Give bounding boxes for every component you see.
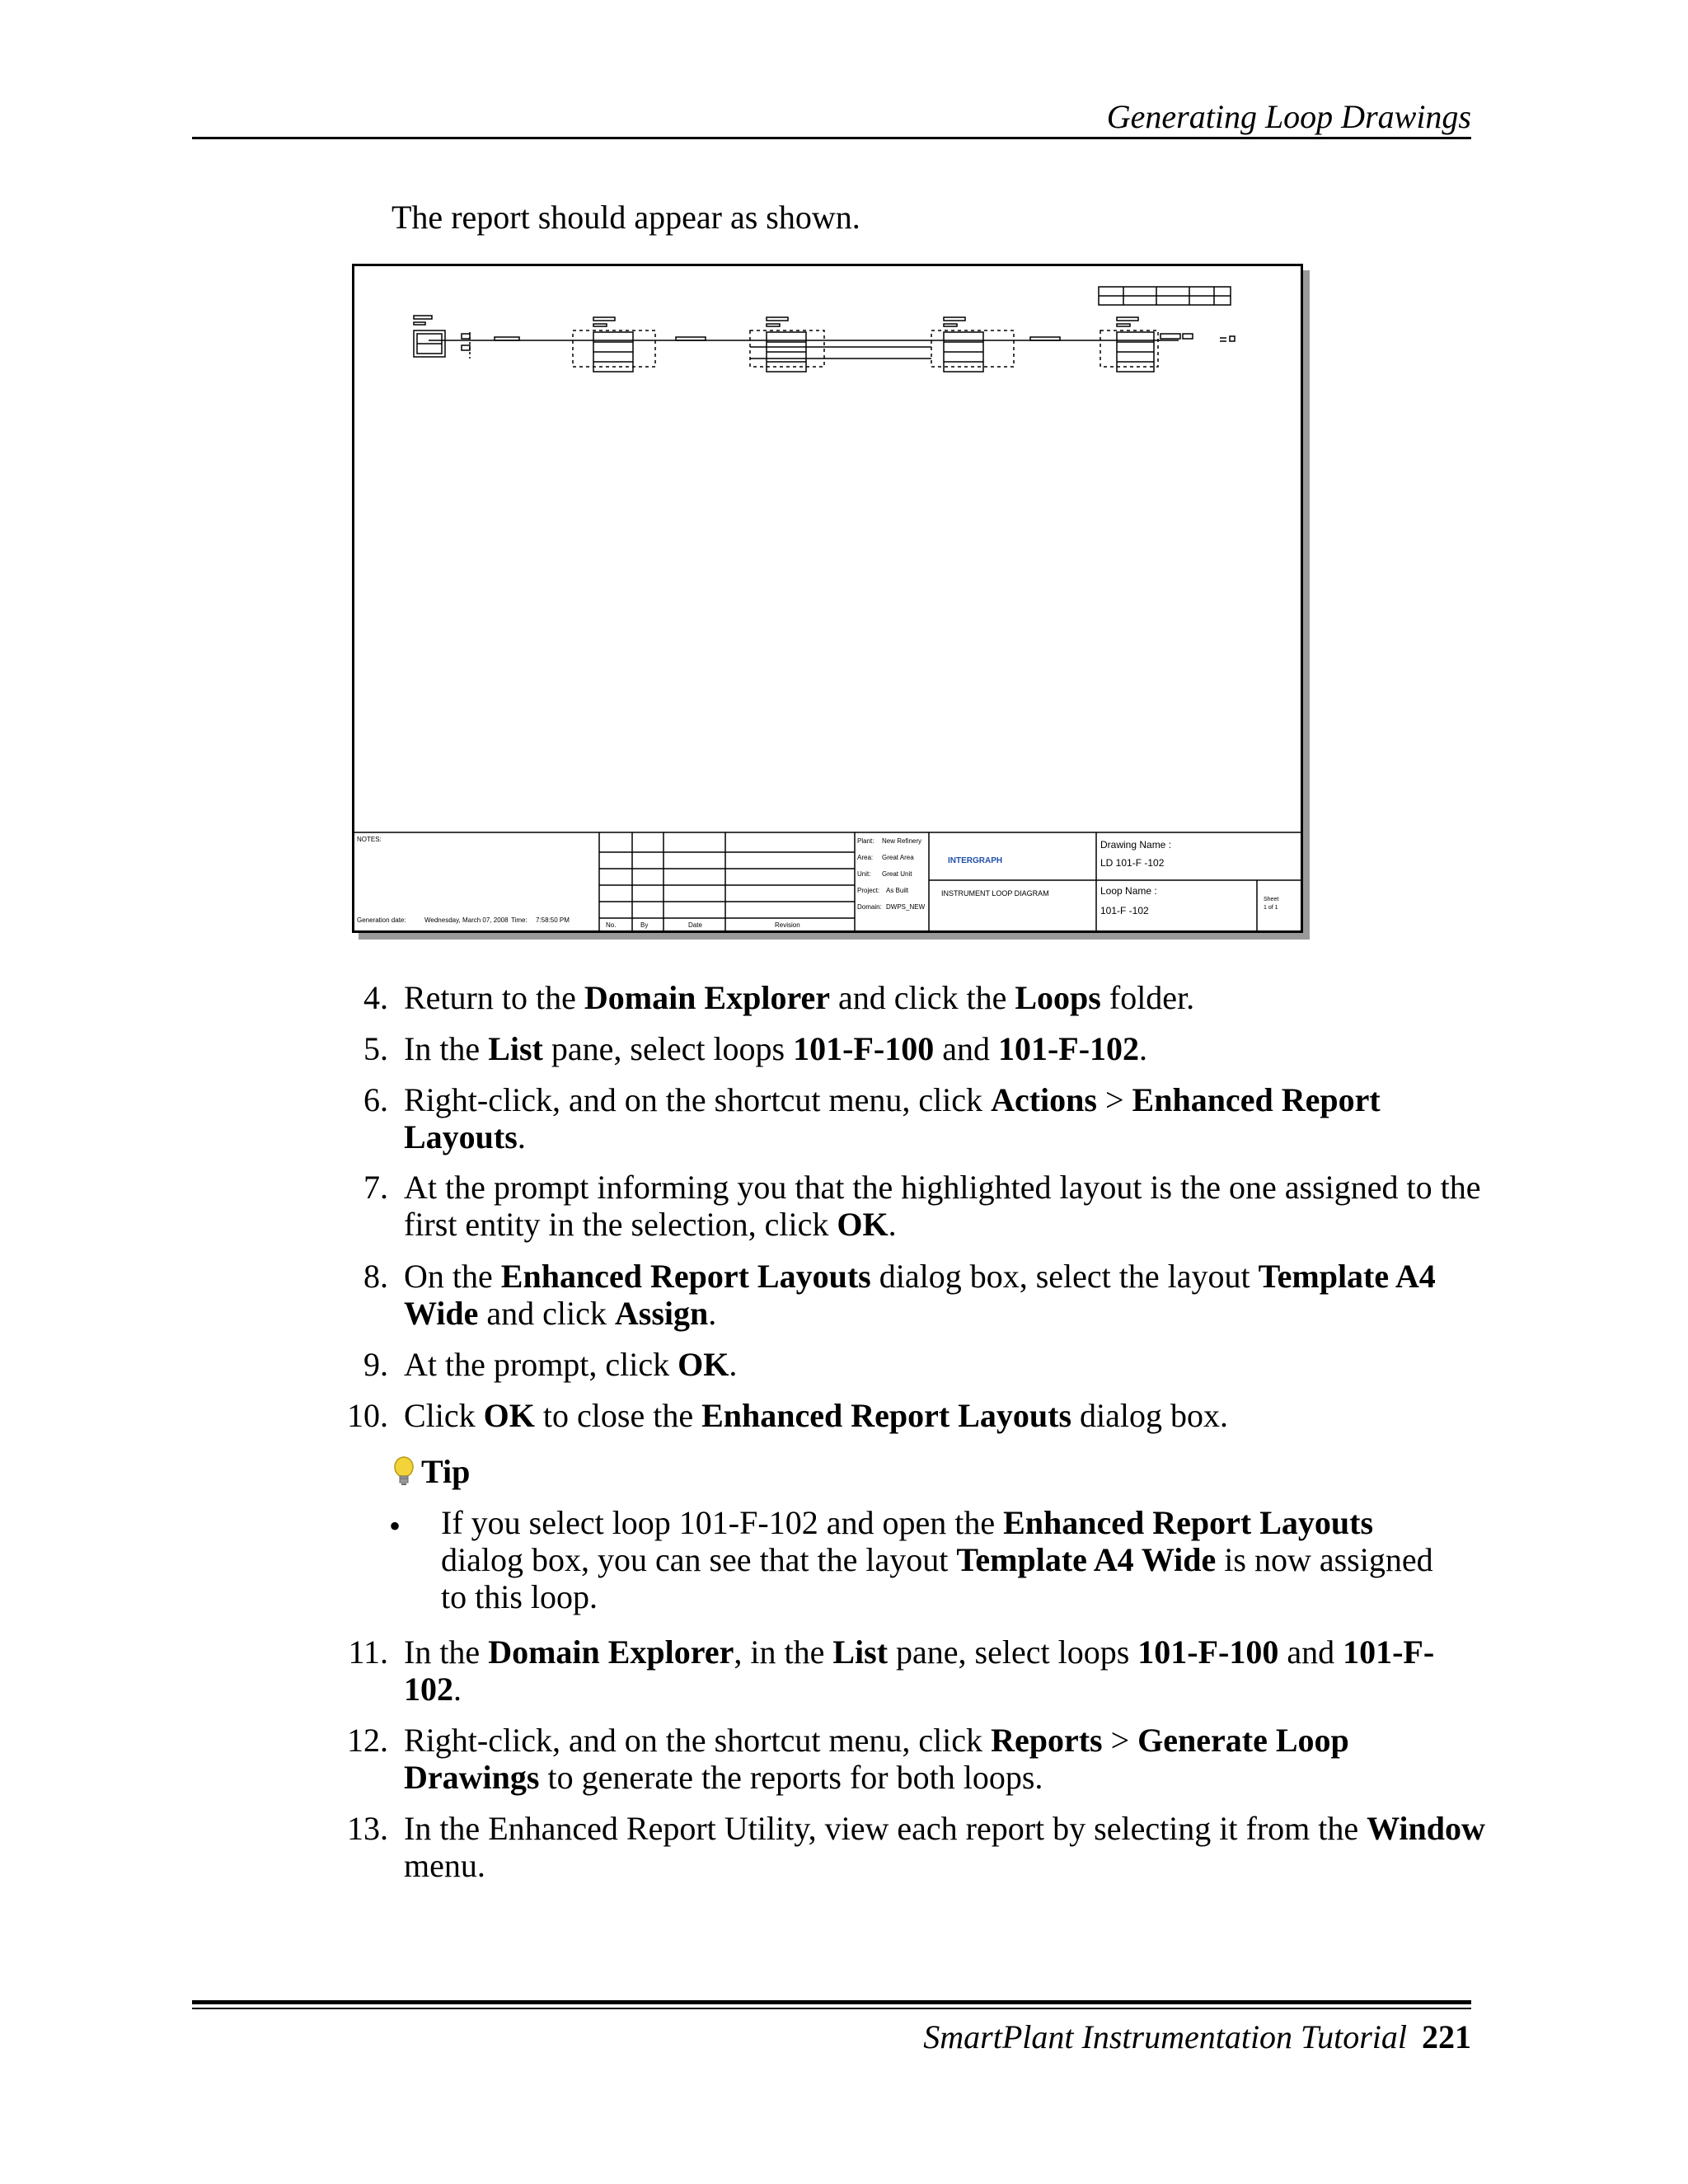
text-run: is now assigned to this loop. bbox=[441, 1541, 1433, 1615]
step-number: 9. bbox=[363, 1346, 388, 1383]
step-text bbox=[404, 979, 1492, 1016]
running-footer bbox=[923, 2018, 1471, 2056]
text-run: dialog box, select the layout bbox=[870, 1258, 1259, 1295]
intro-paragraph: The report should appear as shown. bbox=[392, 199, 860, 236]
step-number: 13. bbox=[347, 1810, 388, 1847]
bold-term: Enhanced Report Layouts bbox=[404, 1081, 1381, 1155]
text-run: to generate the reports for both loops. bbox=[539, 1759, 1043, 1796]
bold-term: Reports bbox=[991, 1722, 1103, 1759]
sheet-value: 1 of 1 bbox=[1264, 905, 1278, 911]
step-number: 8. bbox=[363, 1258, 388, 1295]
text-run: , in the bbox=[734, 1633, 833, 1671]
text-run: At the prompt informing you that the highlighted layout is the one assigned to the first entity in the selection, click bbox=[404, 1169, 1481, 1243]
bold-term: Domain Explorer bbox=[488, 1633, 734, 1671]
bold-term: 101-F-102 bbox=[997, 1030, 1140, 1067]
meta-plant-label: Plant: bbox=[857, 837, 874, 845]
bold-term: 101-F-100 bbox=[1137, 1633, 1279, 1671]
bold-term: OK bbox=[678, 1346, 729, 1383]
bold-term: Enhanced Report Layouts bbox=[701, 1397, 1072, 1434]
text-run: . bbox=[888, 1206, 897, 1243]
bold-term: List bbox=[488, 1030, 543, 1067]
tip-heading bbox=[392, 1452, 470, 1491]
bold-term: List bbox=[832, 1633, 889, 1671]
text-run: Return to the bbox=[404, 979, 584, 1016]
step-number: 7. bbox=[363, 1169, 388, 1206]
tip-bullet: • bbox=[389, 1507, 401, 1544]
bold-term: 101-F-100 bbox=[793, 1030, 935, 1067]
step-text bbox=[404, 1030, 1492, 1067]
bold-term: Enhanced Report Layouts bbox=[1003, 1504, 1374, 1541]
page-number: 221 bbox=[1422, 2018, 1471, 2055]
text-run: and bbox=[934, 1030, 998, 1067]
bold-term: OK bbox=[483, 1397, 535, 1434]
bold-term: OK bbox=[837, 1206, 889, 1243]
notes-label: NOTES: bbox=[357, 836, 382, 843]
meta-plant-value: New Refinery bbox=[882, 837, 922, 845]
text-run: pane, select loops bbox=[542, 1030, 794, 1067]
meta-area-value: Great Area bbox=[882, 854, 914, 861]
text-run: . bbox=[453, 1671, 462, 1708]
step-text bbox=[404, 1346, 1492, 1383]
text-run: In the bbox=[404, 1030, 489, 1067]
header-rule bbox=[192, 137, 1471, 139]
bold-term: Enhanced Report Layouts bbox=[500, 1258, 871, 1295]
text-run: . bbox=[708, 1295, 717, 1332]
text-run: menu. bbox=[404, 1847, 485, 1884]
text-run: > bbox=[1096, 1081, 1132, 1118]
text-run: . bbox=[729, 1346, 738, 1383]
step-text bbox=[404, 1397, 1492, 1434]
loop-name-value: 101-F -102 bbox=[1100, 905, 1149, 916]
bold-term: Template A4 Wide bbox=[956, 1541, 1217, 1578]
bold-term: Loops bbox=[1015, 979, 1101, 1016]
text-run: Right-click, and on the shortcut menu, click bbox=[404, 1081, 992, 1118]
text-run: dialog box. bbox=[1071, 1397, 1229, 1434]
loop-drawing-figure bbox=[352, 264, 1303, 933]
drawing-name-value: LD 101-F -102 bbox=[1100, 857, 1165, 869]
diagram-title: INSTRUMENT LOOP DIAGRAM bbox=[941, 889, 1049, 898]
meta-area-label: Area: bbox=[857, 854, 874, 861]
step-number: 4. bbox=[363, 979, 388, 1016]
text-run: and click the bbox=[830, 979, 1015, 1016]
step-text bbox=[404, 1258, 1475, 1332]
intergraph-logo: INTERGRAPH bbox=[948, 856, 1003, 865]
footer-title: SmartPlant Instrumentation Tutorial bbox=[923, 2018, 1407, 2055]
rev-header-by: By bbox=[640, 921, 649, 929]
text-run: At the prompt, click bbox=[404, 1346, 678, 1383]
footer-rule-thin bbox=[192, 2008, 1471, 2009]
rev-header-no: No. bbox=[606, 921, 617, 929]
bold-term: Window bbox=[1367, 1810, 1485, 1847]
meta-unit-value: Great Unit bbox=[882, 870, 912, 878]
running-header: Generating Loop Drawings bbox=[1106, 98, 1471, 135]
rev-header-date: Date bbox=[688, 921, 702, 929]
step-number: 11. bbox=[348, 1633, 388, 1671]
text-run: In the Enhanced Report Utility, view each report by selecting it from the bbox=[404, 1810, 1367, 1847]
bold-term: Domain Explorer bbox=[584, 979, 831, 1016]
step-text bbox=[404, 1810, 1492, 1884]
bold-term: 101-F-102 bbox=[404, 1633, 1435, 1708]
rev-header-revision: Revision bbox=[775, 921, 800, 929]
step-number: 6. bbox=[363, 1081, 388, 1118]
text-run: dialog box, you can see that the layout bbox=[441, 1541, 957, 1578]
text-run: pane, select loops bbox=[888, 1633, 1138, 1671]
step-text bbox=[404, 1169, 1492, 1243]
lightbulb-icon bbox=[392, 1455, 416, 1488]
tip-text bbox=[441, 1504, 1463, 1615]
generated-label: Generation date: bbox=[357, 916, 406, 924]
meta-project-value: As Built bbox=[886, 887, 909, 894]
text-run: > bbox=[1102, 1722, 1138, 1759]
loop-diagram-svg bbox=[354, 266, 1301, 930]
bold-term: Assign bbox=[614, 1295, 709, 1332]
step-number: 5. bbox=[363, 1030, 388, 1067]
meta-domain-value: DWPS_NEW bbox=[886, 903, 926, 911]
step-text bbox=[404, 1081, 1442, 1155]
bold-term: Template A4 Wide bbox=[404, 1258, 1436, 1332]
step-text bbox=[404, 1633, 1475, 1708]
text-run: . bbox=[1139, 1030, 1148, 1067]
text-run: and bbox=[1278, 1633, 1343, 1671]
time-value: 7:58:50 PM bbox=[536, 916, 570, 924]
step-text bbox=[404, 1722, 1442, 1796]
text-run: Click bbox=[404, 1397, 484, 1434]
loop-name-label: Loop Name : bbox=[1100, 885, 1157, 897]
step-number: 12. bbox=[347, 1722, 388, 1759]
meta-project-label: Project: bbox=[857, 887, 880, 894]
bold-term: Generate Loop Drawings bbox=[404, 1722, 1349, 1796]
text-run: In the bbox=[404, 1633, 489, 1671]
step-number: 10. bbox=[347, 1397, 388, 1434]
bold-term: Actions bbox=[991, 1081, 1097, 1118]
text-run: On the bbox=[404, 1258, 501, 1295]
drawing-name-label: Drawing Name : bbox=[1100, 839, 1172, 851]
text-run: and click bbox=[478, 1295, 615, 1332]
text-run: folder. bbox=[1100, 979, 1195, 1016]
sheet-label: Sheet bbox=[1264, 897, 1279, 902]
text-run: If you select loop 101-F-102 and open the bbox=[441, 1504, 1004, 1541]
text-run: Right-click, and on the shortcut menu, click bbox=[404, 1722, 992, 1759]
generated-value: Wednesday, March 07, 2008 bbox=[424, 916, 509, 924]
footer-rule bbox=[192, 2000, 1471, 2004]
tip-label: Tip bbox=[421, 1453, 471, 1490]
text-run: . bbox=[517, 1118, 526, 1155]
meta-domain-label: Domain: bbox=[857, 903, 882, 911]
text-run: to close the bbox=[534, 1397, 702, 1434]
meta-unit-label: Unit: bbox=[857, 870, 871, 878]
time-label: Time: bbox=[511, 916, 528, 924]
